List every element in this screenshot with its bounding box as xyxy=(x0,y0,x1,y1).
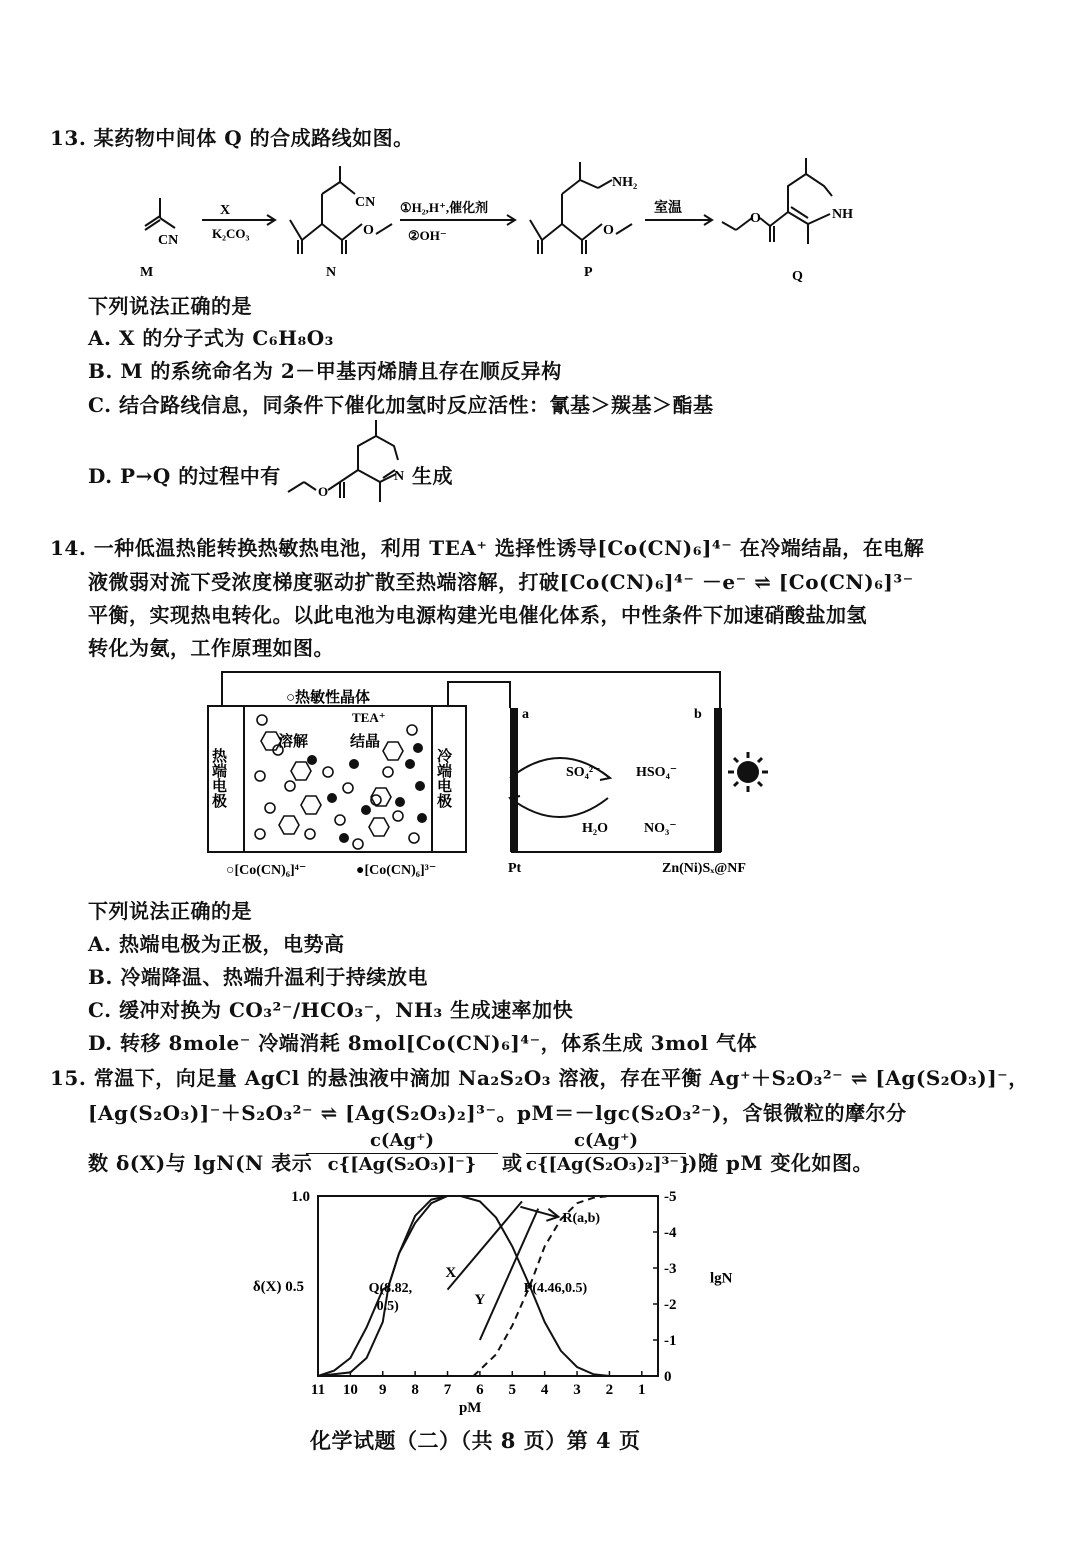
right-tick-label: -4 xyxy=(664,1225,677,1241)
right-tick-label: -5 xyxy=(664,1189,677,1205)
label-p: P xyxy=(584,265,593,280)
label-n: N xyxy=(326,265,337,280)
d-o-label: O xyxy=(318,484,329,499)
q15-line1: 15. 常温下，向足量 AgCl 的悬浊液中滴加 Na₂S₂O₃ 溶液，存在平衡 Ag⁺＋S₂O₃²⁻ ⇌ [Ag(S₂O₃)]⁻， xyxy=(50,1066,1029,1090)
q13-prompt: 下列说法正确的是 xyxy=(88,294,252,318)
n-o-label: O xyxy=(363,223,374,238)
point-q-label: Q(8.82, xyxy=(368,1281,413,1296)
q13-option-b: B. M 的系统命名为 2－甲基丙烯腈且存在顺反异构 xyxy=(88,359,562,383)
x-tick-label: 10 xyxy=(342,1382,358,1398)
series-line-4 xyxy=(480,1209,538,1340)
q13-option-a: A. X 的分子式为 C₆H₈O₃ xyxy=(88,326,334,350)
q15-fraction-2 xyxy=(526,1130,691,1175)
reagent2-bottom: ②OH⁻ xyxy=(408,228,447,243)
q14-option-d: D. 转移 8mole⁻ 冷端消耗 8mol[Co(CN)₆]⁴⁻，体系生成 3mol 气体 xyxy=(88,1031,758,1055)
q13-option-c: C. 结合路线信息，同条件下催化加氢时反应活性：氰基＞羰基＞酯基 xyxy=(88,393,714,417)
q14-line4: 转化为氨，工作原理如图。 xyxy=(88,636,334,660)
cold-electrode-label: 冷端电极 xyxy=(435,748,451,808)
right-tick-label: -3 xyxy=(664,1261,677,1277)
legend-co4: ○[Co(CN)₆]⁴⁻ xyxy=(226,863,307,878)
q15-fraction-1 xyxy=(306,1130,498,1175)
crystallize-label: 结晶 xyxy=(350,734,381,750)
q13-option-d-structure xyxy=(282,418,412,513)
x-tick-label: 3 xyxy=(573,1382,581,1398)
x-tick-label: 8 xyxy=(411,1382,419,1398)
q15-chart xyxy=(240,1182,760,1422)
q14-line3: 平衡，实现热电转化。以此电池为电源构建光电催化体系，中性条件下加速硝酸盐加氢 xyxy=(88,603,867,627)
q13-stem: 13. 某药物中间体 Q 的合成路线如图。 xyxy=(50,126,414,150)
right-axis-label: lgN xyxy=(710,1270,733,1287)
x-tick-label: 2 xyxy=(605,1382,614,1398)
h2o-label: H₂O xyxy=(582,821,608,836)
x-tick-label: 4 xyxy=(540,1382,549,1398)
x-tick-label: 6 xyxy=(476,1382,484,1398)
fraction-1-numerator: c(Ag⁺) xyxy=(306,1130,498,1154)
label-m: M xyxy=(140,265,154,280)
electrode-b-label: b xyxy=(694,707,702,722)
q13-option-d-after: 生成 xyxy=(412,464,453,488)
left-axis-label: δ(X) 0.5 xyxy=(252,1279,304,1295)
right-tick-label: 0 xyxy=(664,1369,672,1385)
n-cn-label: CN xyxy=(355,195,376,210)
tea-label: TEA⁺ xyxy=(352,710,386,725)
p-o-label: O xyxy=(603,223,614,238)
left-tick-label: 1.0 xyxy=(291,1189,310,1205)
no3-label: NO₃⁻ xyxy=(644,821,677,836)
q14-prompt: 下列说法正确的是 xyxy=(88,899,252,923)
q14-option-b: B. 冷端降温、热端升温利于持续放电 xyxy=(88,965,428,989)
x-tick-label: 5 xyxy=(508,1382,517,1398)
reagent3-top: 室温 xyxy=(654,201,682,216)
q15-line3-b: )随 pM 变化如图。 xyxy=(688,1151,874,1175)
reagent1-top: X xyxy=(220,203,231,218)
q14-cell-diagram xyxy=(200,668,790,880)
q-o-label: O xyxy=(750,211,761,226)
point-r-label: R(a,b) xyxy=(562,1210,601,1226)
legend-co3: ●[Co(CN)₆]³⁻ xyxy=(356,863,437,878)
q14-line1: 14. 一种低温热能转换热敏热电池，利用 TEA⁺ 选择性诱导[Co(CN)₆]⁴⁻ 在冷端结晶，在电解 xyxy=(50,536,925,560)
point-p-label: P(4.46,0.5) xyxy=(523,1281,588,1296)
q14-option-a: A. 热端电极为正极，电势高 xyxy=(88,932,345,956)
x-tick-label: 11 xyxy=(310,1382,326,1398)
q15-line2: [Ag(S₂O₃)]⁻＋S₂O₃²⁻ ⇌ [Ag(S₂O₃)₂]³⁻。pM＝－lgc(S₂O₃²⁻)，含银微粒的摩尔分 xyxy=(88,1101,907,1125)
electrode-a-label: a xyxy=(522,707,529,722)
label-q: Q xyxy=(792,269,803,284)
q13-option-d-before: D. P→Q 的过程中有 xyxy=(88,464,281,488)
x-tick-label: 1 xyxy=(638,1382,646,1398)
so4-label: SO₄²⁻ xyxy=(566,765,601,780)
right-tick-label: -1 xyxy=(664,1333,677,1349)
fraction-1-denominator: c{[Ag(S₂O₃)]⁻} xyxy=(327,1154,477,1175)
point-q-label-2: 0.5) xyxy=(376,1299,399,1314)
reagent1-bottom: K₂CO₃ xyxy=(212,226,250,241)
q14-option-c: C. 缓冲对换为 CO₃²⁻/HCO₃⁻，NH₃ 生成速率加快 xyxy=(88,998,574,1022)
page-footer: 化学试题（二）（共 8 页）第 4 页 xyxy=(310,1428,641,1453)
x-tick-label: 9 xyxy=(379,1382,387,1398)
p-nh2-label: NH₂ xyxy=(612,175,638,190)
legend-crystal: ○热敏性晶体 xyxy=(286,690,371,706)
q15-line3-a: 数 δ(X)与 lgN(N 表示 xyxy=(88,1151,313,1175)
right-tick-label: -2 xyxy=(664,1297,677,1313)
x-tick-label: 7 xyxy=(443,1382,452,1398)
q13-synthesis-scheme xyxy=(130,152,890,287)
fraction-2-numerator: c(Ag⁺) xyxy=(526,1130,686,1154)
m-cn-label: CN xyxy=(158,233,179,248)
cathode-label: Zn(Ni)Sₓ@NF xyxy=(662,861,746,876)
series-label-x: X xyxy=(445,1265,457,1281)
series-label-y: Y xyxy=(474,1292,486,1308)
q-nh-label: NH xyxy=(832,207,853,222)
d-n-label: N xyxy=(394,469,405,484)
q14-line2: 液微弱对流下受浓度梯度驱动扩散至热端溶解，打破[Co(CN)₆]⁴⁻ －e⁻ ⇌ [Co(CN)₆]³⁻ xyxy=(88,570,914,594)
fraction-2-denominator: c{[Ag(S₂O₃)₂]³⁻} xyxy=(526,1154,691,1175)
x-axis-label: pM xyxy=(458,1400,482,1416)
pt-label: Pt xyxy=(508,861,522,876)
hso4-label: HSO₄⁻ xyxy=(636,765,678,780)
q15-or: 或 xyxy=(502,1151,523,1175)
dissolve-label: 溶解 xyxy=(278,734,309,750)
reagent2-top: ①H₂,H⁺,催化剂 xyxy=(400,200,489,215)
hot-electrode-label: 热端电极 xyxy=(210,748,226,808)
